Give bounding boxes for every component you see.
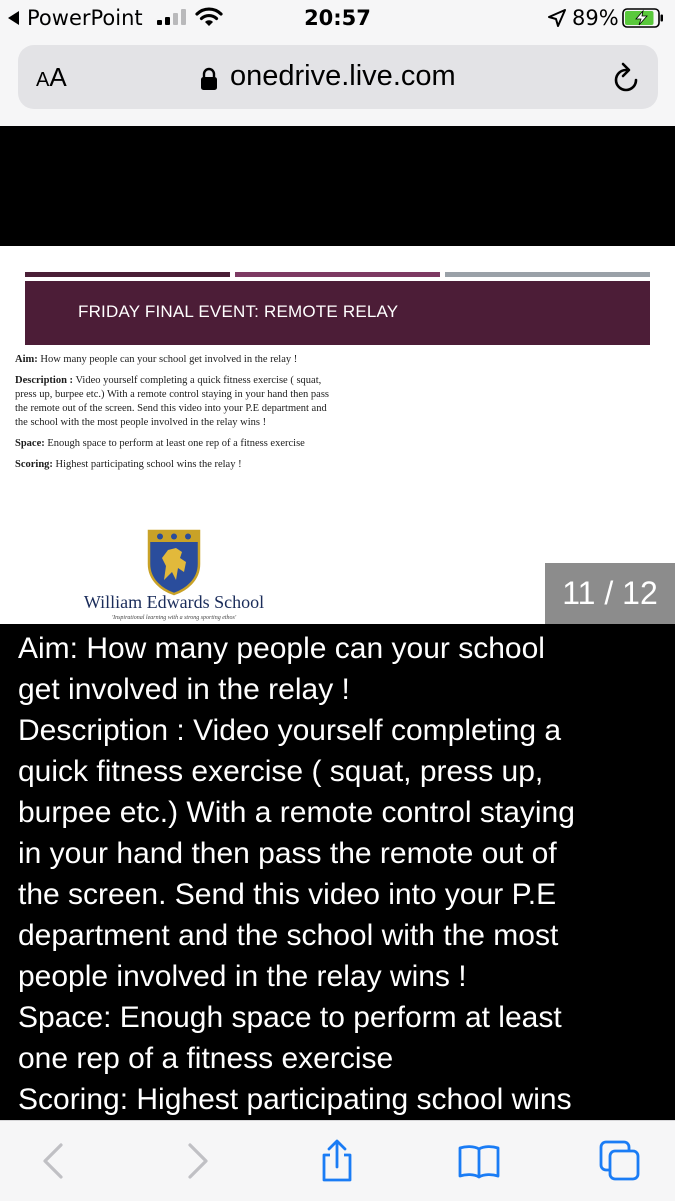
slide-item-space (15, 437, 335, 451)
slide-accent-bar-mid (235, 272, 440, 277)
notes-line: one rep of a fitness exercise (18, 1042, 394, 1075)
browser-toolbar (0, 1120, 675, 1201)
back-button[interactable] (33, 1139, 77, 1183)
share-icon (315, 1139, 359, 1183)
slide-title: FRIDAY FINAL EVENT: REMOTE RELAY (78, 302, 399, 321)
viewer-background (0, 126, 675, 246)
bookmarks-button[interactable] (457, 1139, 501, 1183)
slide-accent-bar-grey (445, 272, 650, 277)
tabs-button[interactable] (598, 1139, 642, 1183)
slide-item-label: Space: (15, 438, 45, 449)
slide-item-label: Description : (15, 375, 74, 386)
location-arrow-icon (548, 9, 566, 27)
address-bar[interactable] (18, 45, 658, 109)
slide-item-text: Highest participating school wins the relay ! (52, 459, 242, 470)
notes-line: get involved in the relay ! (18, 673, 350, 706)
slide-item-text: Video yourself completing a quick fitness exercise ( squat, press up, burpee etc.) With a remote control staying in your hand then pass the remote out of the screen. Send this video into your P.E department and the school with the most people involved in the relay wins ! (15, 375, 330, 428)
page-counter: 11 / 12 (545, 563, 675, 624)
forward-button[interactable] (174, 1139, 218, 1183)
reload-icon[interactable] (610, 61, 642, 95)
slide-notes-text (18, 628, 663, 1120)
slide-item-description (15, 374, 335, 430)
notes-line: in your hand then pass the remote out of (18, 837, 557, 870)
notes-line: Space: Enough space to perform at least (18, 1001, 562, 1034)
url-text[interactable]: onedrive.live.com (230, 60, 456, 92)
browser-address-area (0, 38, 675, 126)
slide-item-text: Enough space to perform at least one rep of a fitness exercise (44, 438, 305, 449)
text-size-button[interactable] (36, 63, 67, 94)
battery-charging-icon (622, 8, 664, 28)
notes-line: the screen. Send this video into your P.E (18, 878, 557, 911)
notes-line: quick fitness exercise ( squat, press up, (18, 755, 544, 788)
slide-notes-panel[interactable] (0, 624, 675, 1120)
text-size-big-a: A (49, 62, 67, 92)
notes-line: people involved in the relay wins ! (18, 960, 467, 993)
slide-item-text: How many people can your school get involved in the relay ! (37, 354, 298, 365)
slide-body (15, 353, 335, 479)
tabs-icon (598, 1139, 642, 1183)
slide-item-label: Aim: (15, 354, 38, 365)
slide-item-scoring (15, 458, 335, 472)
share-button[interactable] (315, 1139, 359, 1183)
slide-accent-bar-dark (25, 272, 230, 277)
slide-item-aim (15, 353, 335, 367)
text-size-small-a: A (36, 69, 50, 91)
notes-line: Aim: How many people can your school (18, 632, 545, 665)
notes-line: Description : Video yourself completing a (18, 714, 562, 747)
bookmarks-icon (457, 1139, 501, 1183)
status-time: 20:57 (304, 6, 371, 30)
notes-line: burpee etc.) With a remote control staying (18, 796, 575, 829)
battery-percentage: 89% (572, 6, 619, 30)
school-name: William Edwards School (83, 592, 265, 612)
back-app-label: PowerPoint (27, 6, 143, 30)
notes-line: Scoring: Highest participating school wins (18, 1083, 572, 1116)
lock-icon (200, 67, 218, 91)
back-icon (33, 1139, 77, 1183)
school-crest-icon (146, 528, 202, 596)
slide-title-band (25, 281, 650, 345)
status-bar (0, 0, 675, 38)
slide-item-label: Scoring: (15, 459, 53, 470)
notes-line: department and the school with the most (18, 919, 559, 952)
forward-icon (174, 1139, 218, 1183)
school-motto: 'Inspirational learning with a strong sporting ethos' (111, 615, 237, 621)
